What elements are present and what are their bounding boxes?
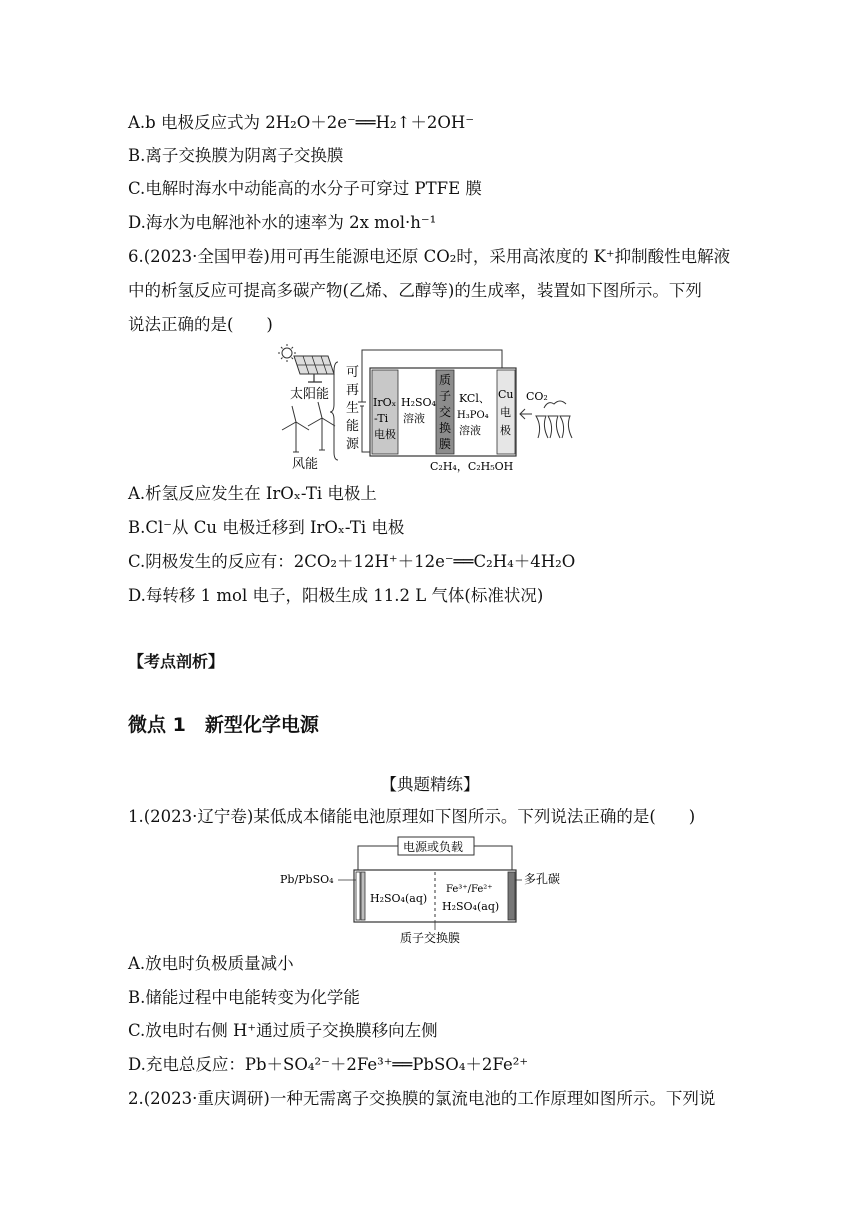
right-electrode-label: 多孔碳 <box>524 872 561 886</box>
factory-icon <box>536 401 572 438</box>
membrane-char-3: 交 <box>439 405 452 419</box>
solar-label: 太阳能 <box>290 387 330 402</box>
anode-label-1: IrOₓ <box>373 396 397 409</box>
cathode-label-1: Cu <box>498 388 514 401</box>
q6-option-a: A.析氢反应发生在 IrOₓ-Ti 电极上 <box>128 484 377 503</box>
right-solution-label-1: Fe³⁺/Fe²⁺ <box>446 884 493 895</box>
left-electrode-label: Pb/PbSO₄ <box>280 873 334 886</box>
cathode-label-3: 极 <box>500 424 511 437</box>
q5-option-a: A.b 电极反应式为 2H₂O＋2e⁻══H₂↑＋2OH⁻ <box>128 113 475 132</box>
q6-option-c: C.阴极发生的反应有：2CO₂＋12H⁺＋12e⁻══C₂H₄＋4H₂O <box>128 552 576 571</box>
renewable-char-3: 生 <box>346 401 360 416</box>
membrane-char-2: 子 <box>439 389 452 403</box>
right-solution-label-2: H₂SO₄(aq) <box>442 900 500 913</box>
left-solution-label: H₂SO₄(aq) <box>370 892 428 905</box>
q6-option-b: B.Cl⁻从 Cu 电极迁移到 IrOₓ-Ti 电极 <box>128 518 405 537</box>
co2-inflow-arrow <box>520 409 532 419</box>
membrane-char-5: 膜 <box>439 437 452 451</box>
power-source-label: 电源或负载 <box>403 840 464 854</box>
solar-panel-icon <box>278 344 334 382</box>
porous-carbon-electrode <box>508 872 515 920</box>
q1-option-a: A.放电时负极质量减小 <box>128 954 294 973</box>
catholyte-label-1: KCl、 <box>459 392 490 405</box>
membrane-char-4: 换 <box>439 421 452 435</box>
q5-option-d: D.海水为电解池补水的速率为 2x mol·h⁻¹ <box>128 213 437 232</box>
catholyte-label-3: 溶液 <box>459 424 481 437</box>
q1-option-c: C.放电时右侧 H⁺通过质子交换膜移向左侧 <box>128 1021 438 1040</box>
q6-stem-line3: 说法正确的是( ) <box>128 315 273 334</box>
anolyte-label-2: 溶液 <box>403 412 425 425</box>
renewable-char-2: 再 <box>346 383 360 398</box>
renewable-char-4: 能 <box>346 419 360 434</box>
q1-option-d: D.充电总反应：Pb＋SO₄²⁻＋2Fe³⁺══PbSO₄＋2Fe²⁺ <box>128 1055 529 1074</box>
catholyte-label-2: H₃PO₄ <box>457 410 489 421</box>
renewable-char-5: 源 <box>346 437 360 452</box>
membrane-caption: 质子交换膜 <box>400 931 461 945</box>
q5-option-b: B.离子交换膜为阴离子交换膜 <box>128 146 344 165</box>
membrane-char-1: 质 <box>439 373 452 387</box>
wind-label: 风能 <box>292 457 319 472</box>
section-heading: 【考点剖析】 <box>128 652 225 671</box>
renewable-char-1: 可 <box>346 365 360 380</box>
co2-label: CO₂ <box>526 390 548 403</box>
cathode-label-2: 电 <box>500 406 511 419</box>
subsection-heading: 微点 1 新型化学电源 <box>128 714 319 736</box>
q1-battery-diagram <box>276 836 586 946</box>
anode-label-3: 电极 <box>374 428 396 441</box>
q6-electrolysis-diagram <box>276 342 576 476</box>
anode-label-2: -Ti <box>374 412 389 425</box>
q5-option-c: C.电解时海水中动能高的水分子可穿过 PTFE 膜 <box>128 179 482 198</box>
anolyte-label-1: H₂SO₄ <box>401 396 436 409</box>
wind-turbine-icon <box>282 402 335 452</box>
q2-stem: 2.(2023·重庆调研)一种无需离子交换膜的氯流电池的工作原理如图所示。下列说 <box>128 1089 716 1108</box>
practice-heading: 【典题精练】 <box>380 775 480 794</box>
q6-stem-line1: 6.(2023·全国甲卷)用可再生能源电还原 CO₂时，采用高浓度的 K⁺抑制酸性电解液 <box>128 247 731 266</box>
pb-electrode <box>356 872 360 920</box>
q6-option-d: D.每转移 1 mol 电子，阳极生成 11.2 L 气体(标准状况) <box>128 586 544 605</box>
q1-option-b: B.储能过程中电能转变为化学能 <box>128 988 360 1007</box>
q6-stem-line2: 中的析氢反应可提高多碳产物(乙烯、乙醇等)的生成率，装置如下图所示。下列 <box>128 281 702 300</box>
products-label: C₂H₄，C₂H₅OH <box>430 460 514 473</box>
q1-stem: 1.(2023·辽宁卷)某低成本储能电池原理如下图所示。下列说法正确的是( ) <box>128 807 696 826</box>
